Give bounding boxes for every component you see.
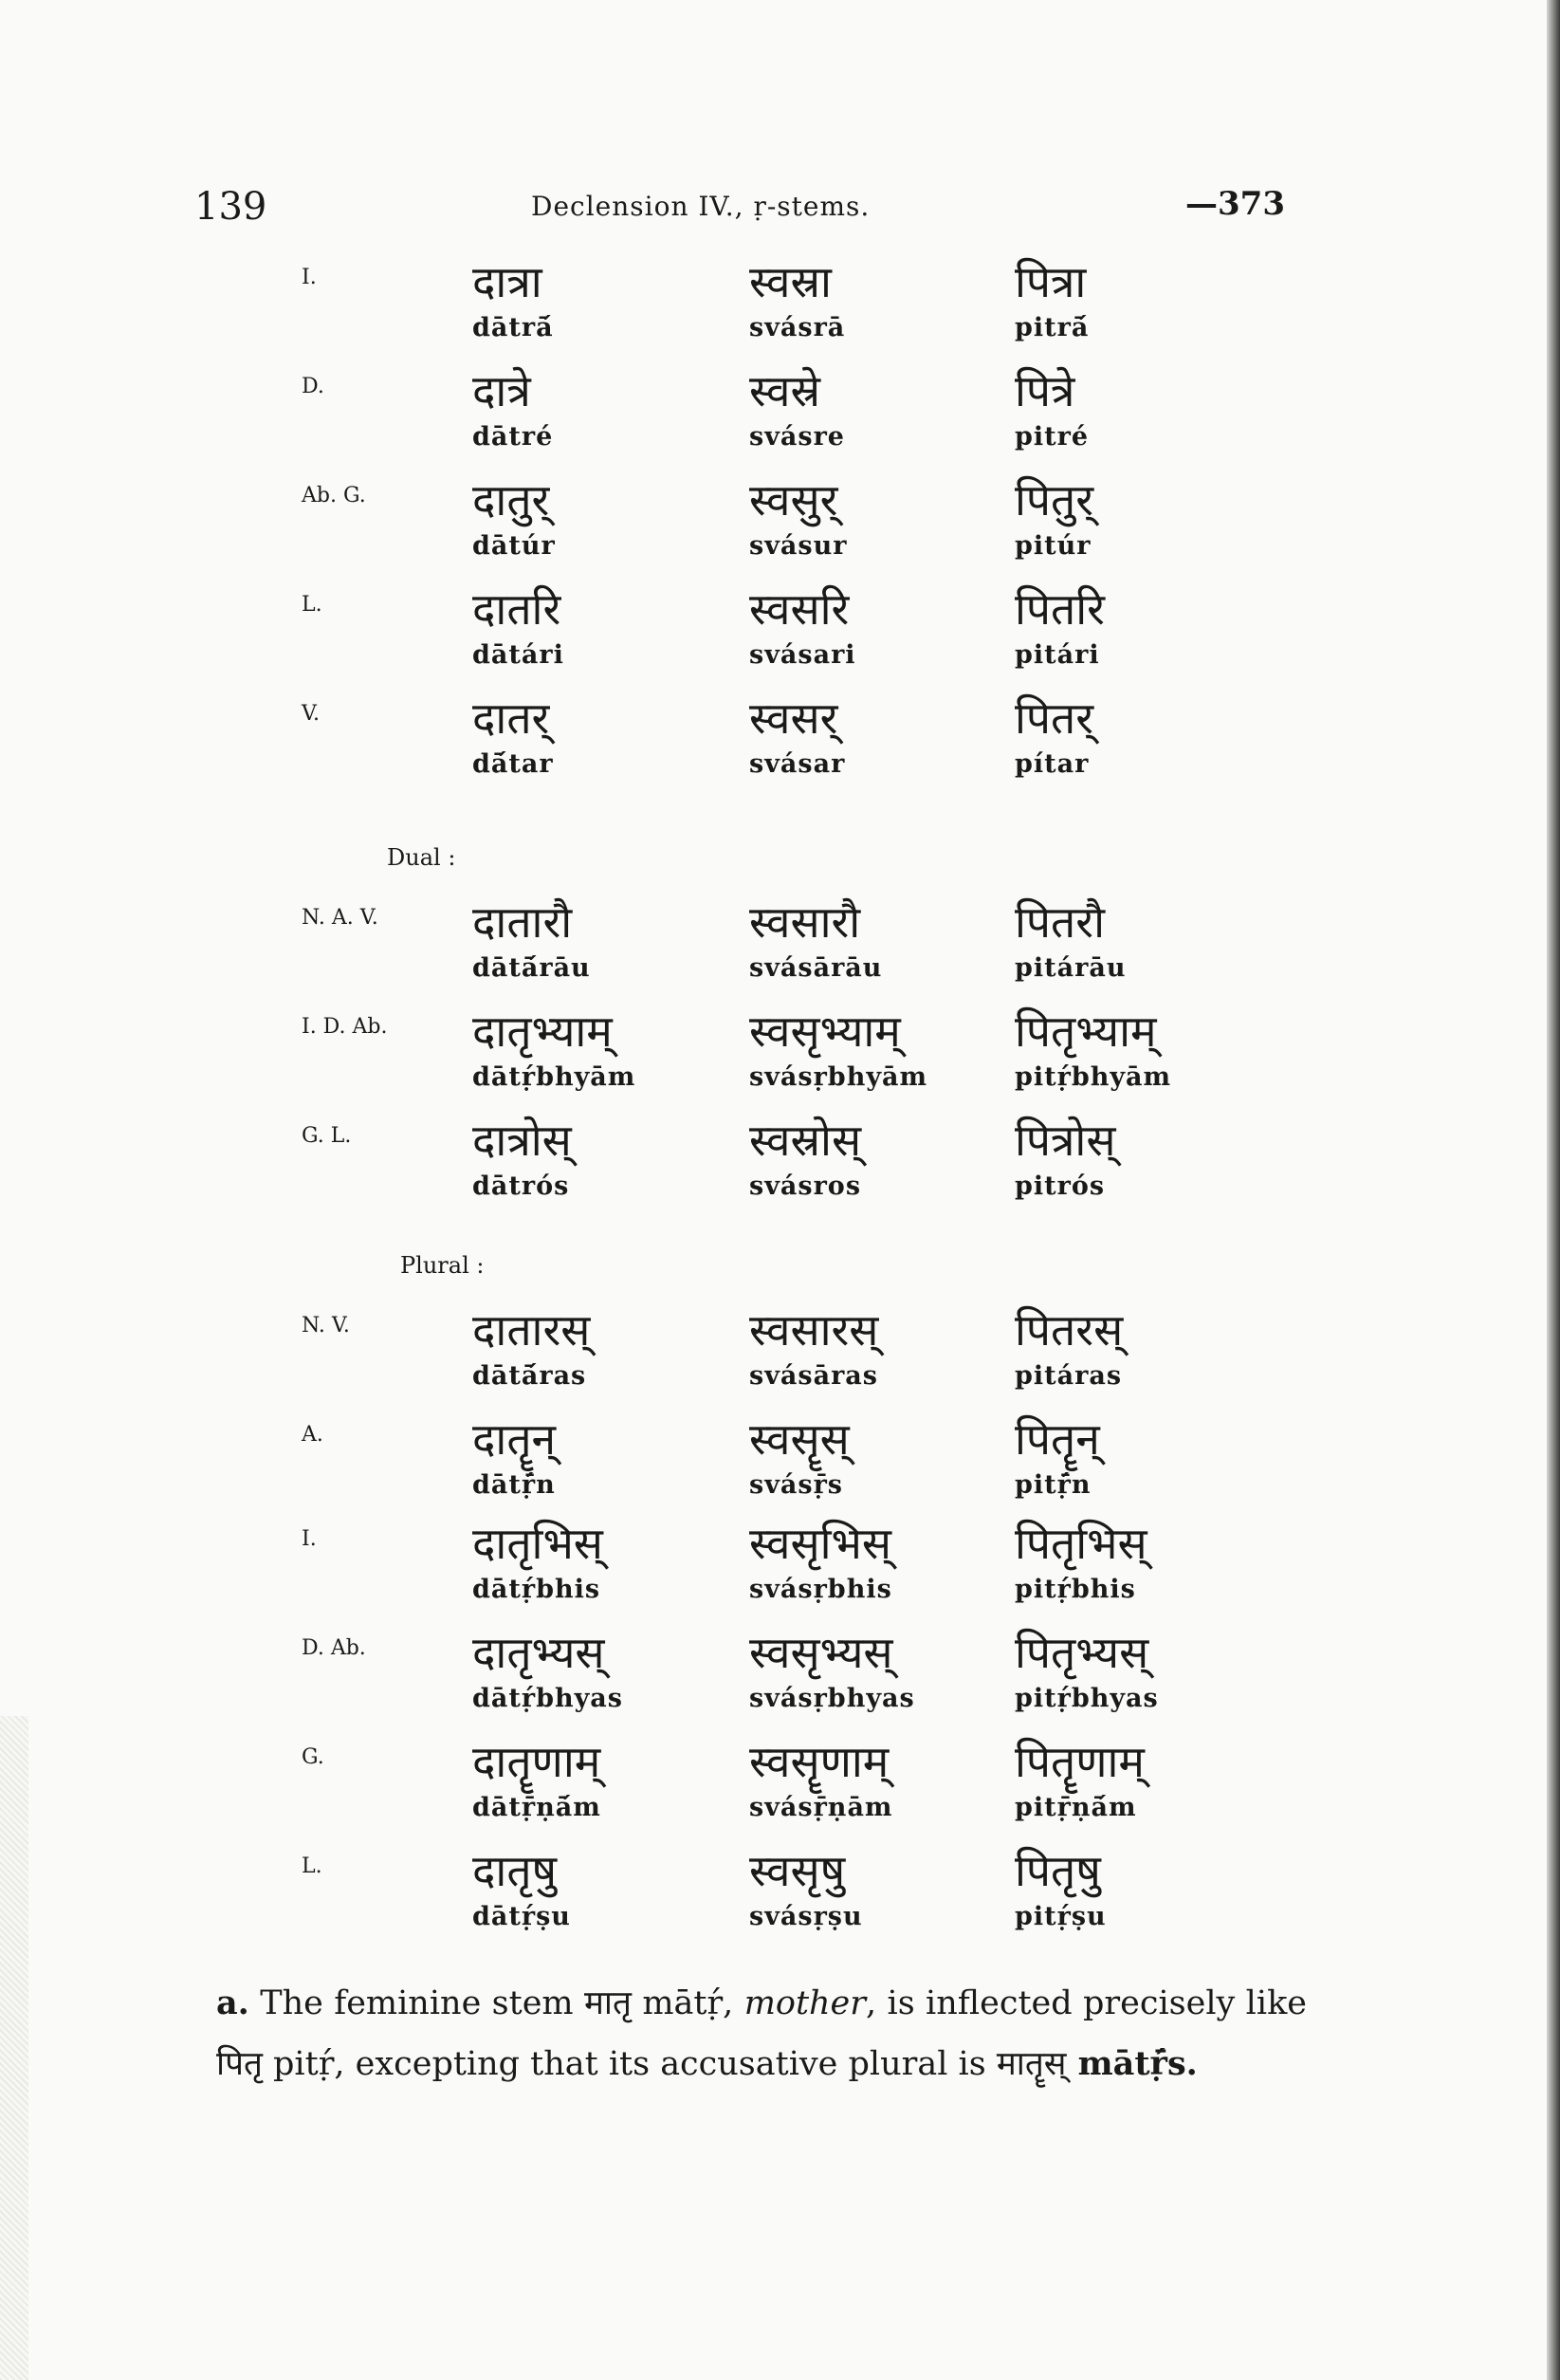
transliteration: pitárāu <box>1015 953 1127 983</box>
form-cell <box>472 1006 719 1092</box>
note-devanagari-1: मातृ <box>583 1984 632 2022</box>
form-cell <box>1015 1304 1261 1391</box>
transliteration: svásṛbhyas <box>749 1684 915 1713</box>
transliteration: pitrós <box>1015 1172 1106 1201</box>
case-label: N. A. V. <box>302 906 378 930</box>
devanagari-form: स्वसृषु <box>749 1845 846 1896</box>
transliteration: pitṝ́n <box>1015 1470 1092 1500</box>
form-cell <box>749 365 996 452</box>
case-label: I. <box>302 266 317 289</box>
transliteration: dātrós <box>472 1172 570 1201</box>
devanagari-form: दातृभिस् <box>472 1518 603 1569</box>
note-devanagari-2: पितृ <box>216 2045 263 2083</box>
devanagari-form: स्वसारौ <box>749 896 861 948</box>
devanagari-form: पितरौ <box>1015 896 1105 948</box>
devanagari-form: पितर् <box>1015 692 1094 744</box>
form-cell <box>1015 583 1261 670</box>
form-cell <box>749 256 996 342</box>
form-cell <box>749 1006 996 1092</box>
form-cell <box>1015 474 1261 561</box>
transliteration: svásros <box>749 1172 862 1201</box>
devanagari-form: स्वसर् <box>749 692 838 744</box>
note-devanagari-3: मातॄस् <box>996 2045 1067 2083</box>
devanagari-form: स्वसुर् <box>749 474 838 526</box>
form-cell <box>749 583 996 670</box>
form-cell <box>749 692 996 779</box>
devanagari-form: पित्रे <box>1015 365 1075 416</box>
case-label: L. <box>302 1854 322 1878</box>
dual-label: Dual : <box>387 844 456 871</box>
note-marker: a. <box>216 1983 249 2022</box>
devanagari-form: पितुर् <box>1015 474 1094 526</box>
transliteration: pitṛ́bhyas <box>1015 1684 1159 1713</box>
devanagari-form: पित्रोस् <box>1015 1115 1116 1166</box>
form-cell <box>472 1627 719 1713</box>
transliteration: svásre <box>749 422 845 452</box>
form-cell <box>472 583 719 670</box>
form-cell <box>749 1304 996 1391</box>
note-text-2: mātṛ́, <box>631 1984 744 2022</box>
transliteration: pitrā́ <box>1015 313 1090 342</box>
form-cell <box>472 1736 719 1822</box>
devanagari-form: पितृषु <box>1015 1845 1101 1896</box>
form-cell <box>472 1115 719 1201</box>
transliteration: dātṝṇā́m <box>472 1793 601 1822</box>
form-cell <box>1015 1736 1261 1822</box>
form-cell <box>472 365 719 452</box>
devanagari-form: पितृभिस् <box>1015 1518 1147 1569</box>
transliteration: dātā́rāu <box>472 953 591 983</box>
devanagari-form: पितृभ्याम् <box>1015 1006 1157 1057</box>
page-spine-shadow <box>1547 0 1560 2380</box>
note-text-4: pitṛ́, excepting that its accusative plural is <box>262 2045 997 2083</box>
form-cell <box>1015 692 1261 779</box>
form-cell <box>472 474 719 561</box>
case-label: L. <box>302 593 322 617</box>
devanagari-form: पितरस् <box>1015 1304 1124 1356</box>
form-cell <box>1015 1006 1261 1092</box>
case-label: D. Ab. <box>302 1636 366 1660</box>
case-label: N. V. <box>302 1314 350 1338</box>
transliteration: dātṛ́bhyas <box>472 1684 623 1713</box>
transliteration: pitṛ́ṣu <box>1015 1902 1107 1931</box>
devanagari-form: पितॄन् <box>1015 1413 1100 1465</box>
devanagari-form: दातर् <box>472 692 550 744</box>
transliteration: dātṛ́bhyām <box>472 1062 636 1092</box>
transliteration: dātṛ́bhis <box>472 1575 601 1604</box>
devanagari-form: दातारौ <box>472 896 573 948</box>
transliteration: svásṝs <box>749 1470 844 1500</box>
transliteration: pitári <box>1015 640 1100 670</box>
case-label: G. L. <box>302 1124 352 1148</box>
form-cell <box>749 1413 996 1500</box>
transliteration: svásari <box>749 640 856 670</box>
devanagari-form: स्वसृभ्यस् <box>749 1627 893 1678</box>
form-cell <box>472 1304 719 1391</box>
devanagari-form: दातरि <box>472 583 561 635</box>
form-cell <box>472 896 719 983</box>
devanagari-form: दातारस् <box>472 1304 591 1356</box>
form-cell <box>749 1518 996 1604</box>
transliteration: svásrā <box>749 313 846 342</box>
transliteration: svásṛbhyām <box>749 1062 928 1092</box>
form-cell <box>1015 1115 1261 1201</box>
transliteration: dātṝ́n <box>472 1470 556 1500</box>
transliteration: dātṛ́ṣu <box>472 1902 571 1931</box>
transliteration: dātári <box>472 640 564 670</box>
form-cell <box>1015 896 1261 983</box>
form-cell <box>749 474 996 561</box>
devanagari-form: स्वसृभिस् <box>749 1518 891 1569</box>
form-cell <box>1015 1845 1261 1931</box>
case-label: I. D. Ab. <box>302 1015 388 1039</box>
devanagari-form: दातुर् <box>472 474 550 526</box>
devanagari-form: स्वस्रोस् <box>749 1115 862 1166</box>
devanagari-form: पितृभ्यस् <box>1015 1627 1149 1678</box>
transliteration: pitṛ́bhyām <box>1015 1062 1172 1092</box>
transliteration: pitúr <box>1015 531 1092 561</box>
form-cell <box>749 1115 996 1201</box>
form-cell <box>472 1413 719 1500</box>
form-cell <box>472 1518 719 1604</box>
transliteration: pitṛ́bhis <box>1015 1575 1136 1604</box>
devanagari-form: पित्रा <box>1015 256 1087 307</box>
devanagari-form: दातृभ्यस् <box>472 1627 605 1678</box>
case-label: D. <box>302 375 324 398</box>
devanagari-form: स्वसारस् <box>749 1304 879 1356</box>
devanagari-form: दातॄणाम् <box>472 1736 601 1787</box>
running-title: Declension IV., ṛ-stems. <box>531 191 871 222</box>
devanagari-form: पितरि <box>1015 583 1105 635</box>
case-label: G. <box>302 1745 324 1769</box>
transliteration: pitré <box>1015 422 1090 452</box>
devanagari-form: दातृषु <box>472 1845 558 1896</box>
transliteration: svásar <box>749 749 846 779</box>
transliteration: svásāras <box>749 1361 878 1391</box>
case-label: I. <box>302 1527 317 1551</box>
transliteration: pitṝṇā́m <box>1015 1793 1137 1822</box>
form-cell <box>472 256 719 342</box>
form-cell <box>749 1627 996 1713</box>
form-cell <box>472 1845 719 1931</box>
transliteration: svásṛṣu <box>749 1902 863 1931</box>
devanagari-form: दात्रोस् <box>472 1115 572 1166</box>
running-header <box>194 185 1285 232</box>
devanagari-form: दात्रा <box>472 256 542 307</box>
devanagari-form: स्वस्रे <box>749 365 821 416</box>
page-number: 139 <box>194 185 267 229</box>
case-label: A. <box>302 1423 323 1447</box>
devanagari-form: पितॄणाम् <box>1015 1736 1145 1787</box>
devanagari-form: स्वसरि <box>749 583 850 635</box>
note-transliteration-3: mātṝ́s. <box>1066 2044 1198 2083</box>
transliteration: dātré <box>472 422 554 452</box>
transliteration: svásṝṇām <box>749 1793 893 1822</box>
transliteration: pítar <box>1015 749 1090 779</box>
form-cell <box>1015 365 1261 452</box>
form-cell <box>472 692 719 779</box>
transliteration: pitáras <box>1015 1361 1123 1391</box>
devanagari-form: स्वसृभ्याम् <box>749 1006 901 1057</box>
transliteration: dātrā́ <box>472 313 554 342</box>
form-cell <box>1015 1627 1261 1713</box>
form-cell <box>1015 1413 1261 1500</box>
form-cell <box>1015 256 1261 342</box>
devanagari-form: स्वसॄस् <box>749 1413 850 1465</box>
transliteration: svásārāu <box>749 953 883 983</box>
transliteration: dā́tar <box>472 749 554 779</box>
note-paragraph <box>216 1973 1307 2094</box>
form-cell <box>749 1845 996 1931</box>
devanagari-form: स्वसॄणाम् <box>749 1736 890 1787</box>
page-edge-texture <box>0 1716 28 2380</box>
transliteration: svásur <box>749 531 848 561</box>
devanagari-form: दातॄन् <box>472 1413 557 1465</box>
transliteration: svásṛbhis <box>749 1575 892 1604</box>
form-cell <box>1015 1518 1261 1604</box>
transliteration: dātā́ras <box>472 1361 587 1391</box>
note-text-3: , is inflected precisely like <box>866 1984 1307 2022</box>
transliteration: dātúr <box>472 531 556 561</box>
note-emphasis: mother <box>743 1984 866 2022</box>
devanagari-form: दातृभ्याम् <box>472 1006 613 1057</box>
plural-label: Plural : <box>400 1252 485 1279</box>
case-label: V. <box>302 702 321 726</box>
form-cell <box>749 896 996 983</box>
devanagari-form: स्वस्रा <box>749 256 832 307</box>
section-number: —373 <box>1185 185 1285 223</box>
form-cell <box>749 1736 996 1822</box>
devanagari-form: दात्रे <box>472 365 531 416</box>
case-label: Ab. G. <box>302 484 366 507</box>
note-text-1: The feminine stem <box>248 1984 584 2022</box>
